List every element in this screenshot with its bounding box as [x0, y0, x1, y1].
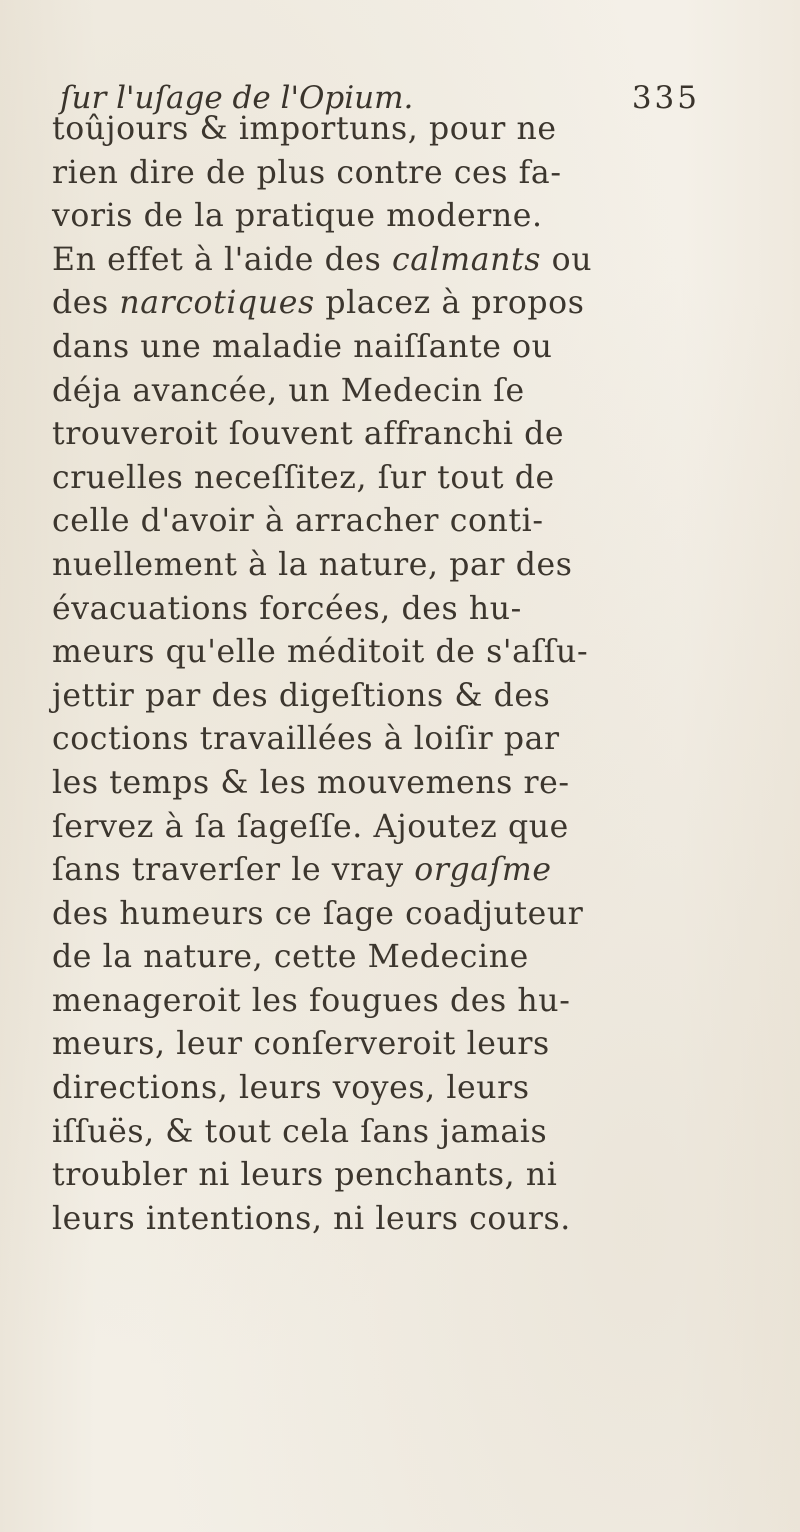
- text-line: [52, 588, 622, 632]
- text-line: [52, 108, 622, 152]
- line-segment: iſſuës, & tout cela ſans jamais: [52, 1113, 548, 1150]
- text-line: [52, 239, 622, 283]
- line-segment: troubler ni leurs penchants, ni: [52, 1157, 558, 1194]
- line-segment: jettir par des digeſtions & des: [52, 677, 551, 714]
- text-line: [52, 1154, 622, 1198]
- line-segment: voris de la pratique moderne.: [52, 198, 543, 235]
- line-segment: ou: [541, 241, 593, 278]
- text-line: [52, 1067, 622, 1111]
- line-segment: des: [52, 285, 120, 322]
- text-line: [52, 500, 622, 544]
- line-segment: celle d'avoir à arracher conti-: [52, 503, 544, 540]
- text-line: [52, 893, 622, 937]
- line-segment: En effet à l'aide des: [52, 241, 392, 278]
- body-text: [52, 108, 622, 1241]
- line-segment: trouveroit ſouvent affranchi de: [52, 416, 565, 453]
- text-line: [52, 1111, 622, 1155]
- text-line: [52, 936, 622, 980]
- text-line: [52, 718, 622, 762]
- running-title: ſur l'uſage de l'Opium.: [60, 80, 414, 116]
- page-number: 335: [631, 80, 700, 116]
- text-line: [52, 849, 622, 893]
- line-segment: cruelles neceſſitez, ſur tout de: [52, 459, 555, 496]
- text-line: [52, 1198, 622, 1242]
- line-segment: menageroit les fougues des hu-: [52, 982, 571, 1019]
- line-segment: toûjours & importuns, pour ne: [52, 111, 557, 147]
- line-segment: rien dire de plus contre ces fa-: [52, 154, 562, 191]
- line-segment: ſans traverſer le vray: [52, 852, 415, 889]
- text-line: [52, 413, 622, 457]
- text-line: [52, 631, 622, 675]
- text-line: [52, 195, 622, 239]
- text-line: [52, 544, 622, 588]
- line-segment: meurs qu'elle méditoit de s'aſſu-: [52, 634, 589, 671]
- line-segment: ſervez à ſa ſageſſe. Ajoutez que: [52, 808, 569, 845]
- text-line: [52, 675, 622, 719]
- line-segment: évacuations forcées, des hu-: [52, 590, 522, 627]
- line-segment: directions, leurs voyes, leurs: [52, 1070, 530, 1107]
- italic-term: orgaſme: [414, 852, 552, 889]
- text-line: [52, 326, 622, 370]
- line-segment: meurs, leur conſerveroit leurs: [52, 1026, 550, 1063]
- text-line: [52, 980, 622, 1024]
- line-segment: nuellement à la nature, par des: [52, 546, 573, 583]
- line-segment: placez à propos: [314, 285, 585, 322]
- line-segment: coctions travaillées à loiſir par: [52, 721, 560, 758]
- line-segment: de la nature, cette Medecine: [52, 939, 529, 976]
- text-line: [52, 762, 622, 806]
- line-segment: déja avancée, un Medecin ſe: [52, 372, 525, 409]
- text-line: [52, 370, 622, 414]
- line-segment: des humeurs ce ſage coadjuteur: [52, 895, 584, 932]
- line-segment: les temps & les mouvemens re-: [52, 764, 570, 801]
- line-segment: leurs intentions, ni leurs cours.: [52, 1200, 571, 1237]
- italic-term: narcotiques: [119, 285, 315, 322]
- text-line: [52, 806, 622, 850]
- text-line: [52, 282, 622, 326]
- text-line: [52, 152, 622, 196]
- text-line: [52, 457, 622, 501]
- line-segment: dans une maladie naiſſante ou: [52, 328, 553, 365]
- text-line: [52, 1023, 622, 1067]
- italic-term: calmants: [391, 241, 542, 278]
